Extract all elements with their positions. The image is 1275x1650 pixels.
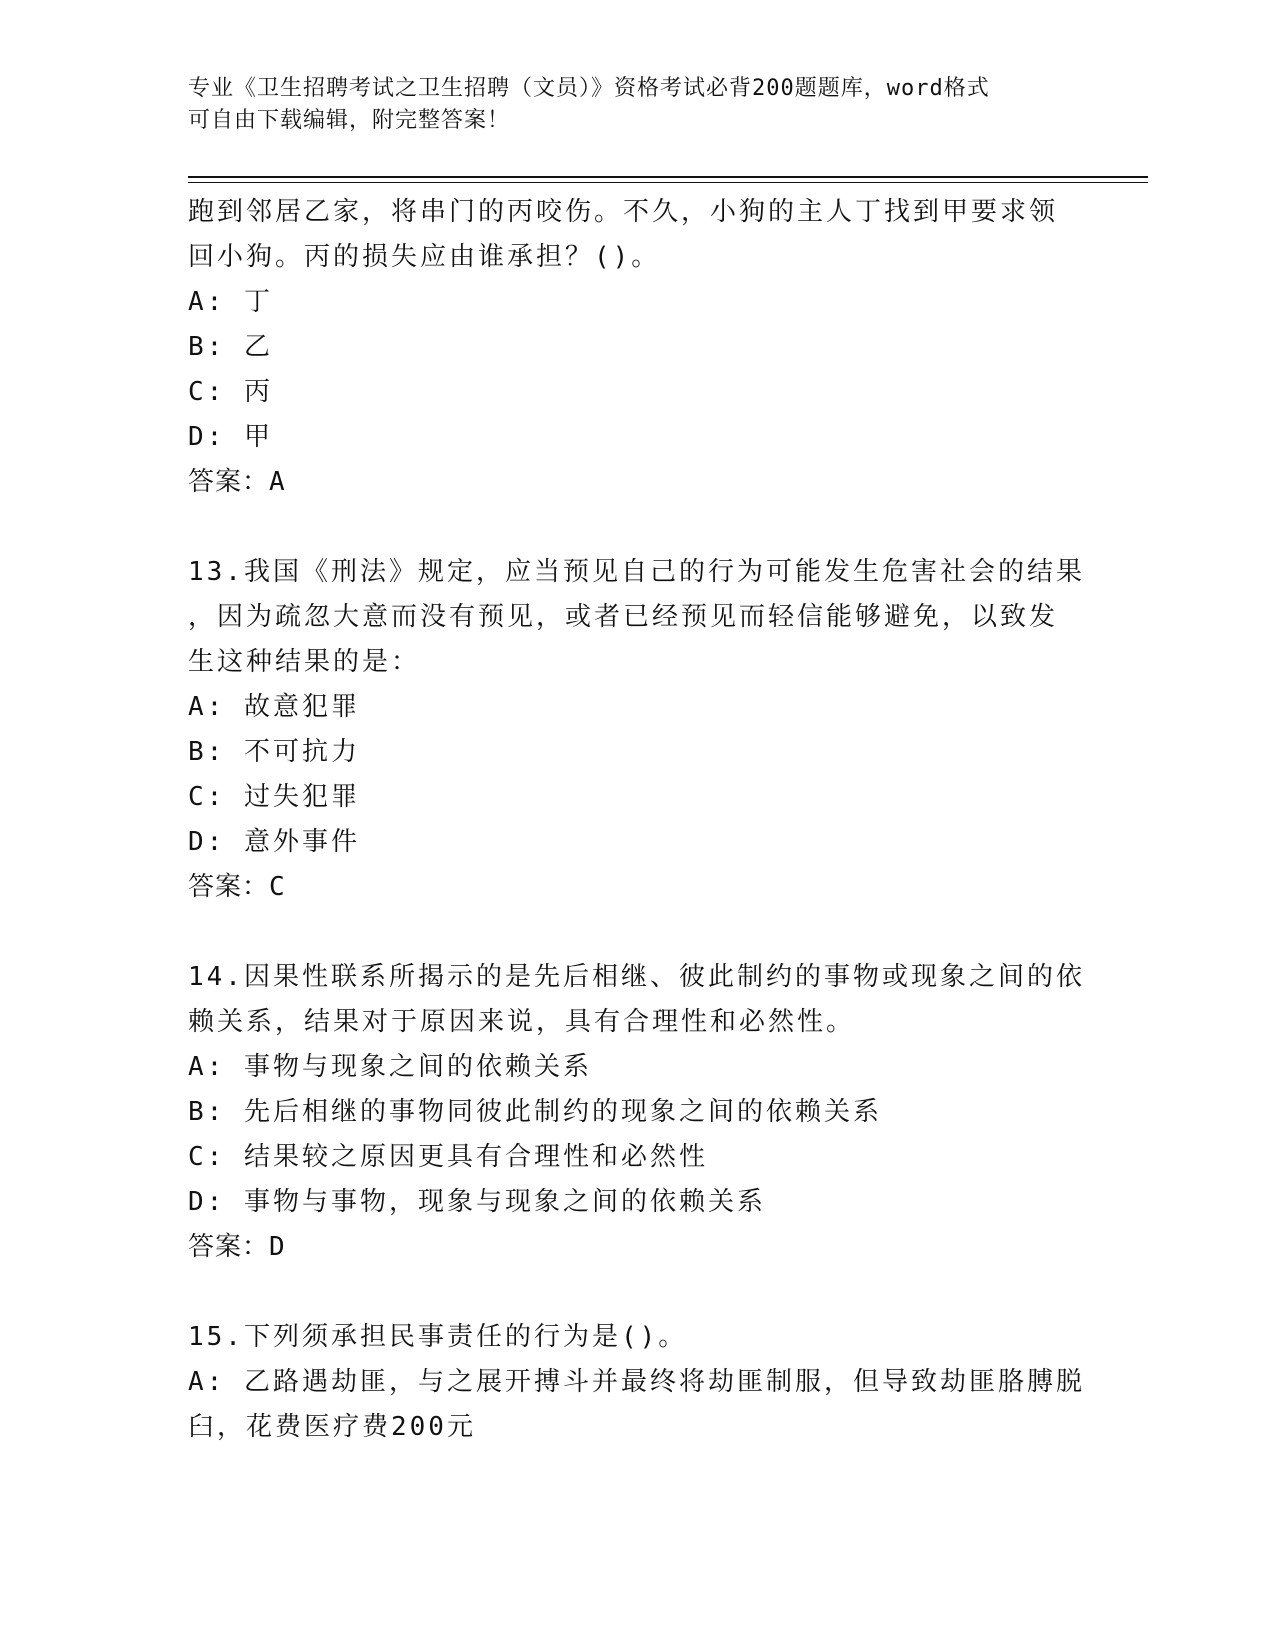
question-15 bbox=[188, 1315, 1088, 1450]
option-b: B: 不可抗力 bbox=[188, 737, 360, 767]
option-a: A: 故意犯罪 bbox=[188, 692, 360, 722]
header-divider-thin bbox=[188, 182, 1148, 183]
option-a: A: 事物与现象之间的依赖关系 bbox=[188, 1052, 592, 1082]
header-title-line-2: 可自由下载编辑，附完整答案！ bbox=[188, 108, 511, 133]
spacer bbox=[188, 1270, 1088, 1315]
question-12 bbox=[188, 190, 1088, 505]
question-stem: 回小狗。丙的损失应由谁承担？()。 bbox=[188, 242, 661, 272]
question-stem: 跑到邻居乙家，将串门的丙咬伤。不久，小狗的主人丁找到甲要求领 bbox=[188, 197, 1059, 227]
question-stem: 14.因果性联系所揭示的是先后相继、彼此制约的事物或现象之间的依 bbox=[188, 962, 1085, 992]
option-c: C: 结果较之原因更具有合理性和必然性 bbox=[188, 1142, 708, 1172]
question-stem: 13.我国《刑法》规定，应当预见自己的行为可能发生危害社会的结果 bbox=[188, 557, 1085, 587]
option-d: D: 事物与事物，现象与现象之间的依赖关系 bbox=[188, 1187, 766, 1217]
option-b: B: 先后相继的事物同彼此制约的现象之间的依赖关系 bbox=[188, 1097, 882, 1127]
document-header bbox=[188, 73, 1068, 137]
question-14 bbox=[188, 955, 1088, 1270]
option-b: B: 乙 bbox=[188, 332, 273, 362]
answer-label: 答案：A bbox=[188, 467, 286, 497]
option-c: C: 丙 bbox=[188, 377, 273, 407]
option-c: C: 过失犯罪 bbox=[188, 782, 360, 812]
question-list bbox=[188, 190, 1088, 1450]
spacer bbox=[188, 910, 1088, 955]
question-stem: 15.下列须承担民事责任的行为是()。 bbox=[188, 1322, 688, 1352]
option-a-continued: 臼，花费医疗费200元 bbox=[188, 1412, 476, 1442]
answer-label: 答案：C bbox=[188, 872, 286, 902]
answer-label: 答案：D bbox=[188, 1232, 286, 1262]
question-stem: 生这种结果的是： bbox=[188, 647, 421, 677]
header-divider-thick bbox=[188, 176, 1148, 178]
header-title-line-1: 专业《卫生招聘考试之卫生招聘（文员）》资格考试必背200题题库，word格式 bbox=[188, 76, 990, 101]
option-d: D: 甲 bbox=[188, 422, 273, 452]
question-stem: ，因为疏忽大意而没有预见，或者已经预见而轻信能够避免，以致发 bbox=[188, 602, 1059, 632]
option-d: D: 意外事件 bbox=[188, 827, 360, 857]
question-13 bbox=[188, 550, 1088, 910]
option-a: A: 丁 bbox=[188, 287, 273, 317]
spacer bbox=[188, 505, 1088, 550]
option-a: A: 乙路遇劫匪，与之展开搏斗并最终将劫匪制服，但导致劫匪胳膊脱 bbox=[188, 1367, 1085, 1397]
question-stem: 赖关系，结果对于原因来说，具有合理性和必然性。 bbox=[188, 1007, 856, 1037]
